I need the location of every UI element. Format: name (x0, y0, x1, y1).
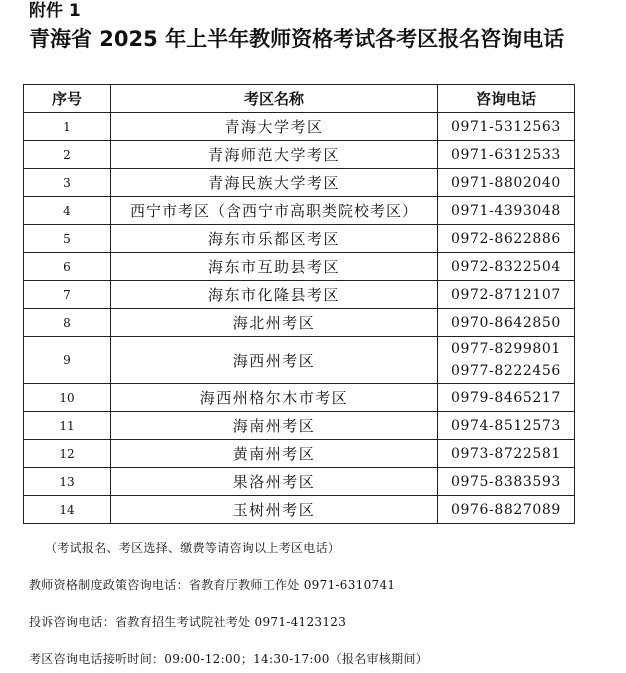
phone-line: 0971-8802040 (451, 174, 561, 191)
phone-number (438, 281, 575, 309)
table-row (24, 440, 575, 468)
row-number: 3 (24, 169, 111, 197)
phone-number (438, 197, 575, 225)
exam-area-name: 青海民族大学考区 (111, 169, 438, 197)
phone-number (438, 440, 575, 468)
row-number: 10 (24, 384, 111, 412)
exam-area-name: 黄南州考区 (111, 440, 438, 468)
phone-number (438, 309, 575, 337)
exam-area-name: 海西州考区 (111, 337, 438, 384)
note-policy-phone: 教师资格制度政策咨询电话：省教育厅教师工作处 0971-6310741 (29, 578, 396, 592)
phone-number (438, 141, 575, 169)
phone-number (438, 337, 575, 384)
exam-area-name: 海东市互助县考区 (111, 253, 438, 281)
table-row (24, 309, 575, 337)
contact-table (23, 84, 575, 524)
exam-area-name: 果洛州考区 (111, 468, 438, 496)
table-row (24, 281, 575, 309)
table-row (24, 141, 575, 169)
exam-area-name: 玉树州考区 (111, 496, 438, 524)
phone-number (438, 253, 575, 281)
phone-number (438, 225, 575, 253)
row-number: 1 (24, 113, 111, 141)
phone-number (438, 412, 575, 440)
table-row (24, 225, 575, 253)
table-row (24, 113, 575, 141)
exam-area-name: 海西州格尔木市考区 (111, 384, 438, 412)
exam-area-name: 海北州考区 (111, 309, 438, 337)
table-row (24, 384, 575, 412)
phone-line: 0973-8722581 (451, 445, 561, 462)
header-phone: 咨询电话 (438, 85, 575, 113)
header-number: 序号 (24, 85, 111, 113)
exam-area-name: 海南州考区 (111, 412, 438, 440)
phone-line: 0976-8827089 (451, 501, 561, 518)
exam-area-name: 西宁市考区（含西宁市高职类院校考区） (111, 197, 438, 225)
row-number: 5 (24, 225, 111, 253)
exam-area-name: 青海大学考区 (111, 113, 438, 141)
table-header-row (24, 85, 575, 113)
phone-line: 0974-8512573 (451, 417, 561, 434)
phone-line: 0979-8465217 (451, 389, 561, 406)
row-number: 7 (24, 281, 111, 309)
table-row (24, 197, 575, 225)
row-number: 12 (24, 440, 111, 468)
row-number: 11 (24, 412, 111, 440)
row-number: 14 (24, 496, 111, 524)
table-row (24, 253, 575, 281)
phone-line: 0971-5312563 (451, 118, 561, 135)
phone-line: 0972-8622886 (451, 230, 561, 247)
note-service-hours: 考区咨询电话接听时间：09:00-12:00；14:30-17:00（报名审核期间） (29, 652, 429, 666)
phone-line: 0975-8383593 (451, 473, 561, 490)
table-row (24, 468, 575, 496)
phone-number (438, 384, 575, 412)
row-number: 8 (24, 309, 111, 337)
phone-line: 0970-8642850 (451, 314, 561, 331)
note-complaint-phone: 投诉咨询电话：省教育招生考试院社考处 0971-4123123 (29, 615, 347, 629)
phone-number (438, 113, 575, 141)
phone-line: 0971-4393048 (451, 202, 561, 219)
phone-line: 0977-8299801 (451, 341, 561, 357)
row-number: 4 (24, 197, 111, 225)
row-number: 13 (24, 468, 111, 496)
phone-number (438, 169, 575, 197)
row-number: 2 (24, 141, 111, 169)
phone-line: 0972-8322504 (451, 258, 561, 275)
exam-area-name: 海东市乐都区考区 (111, 225, 438, 253)
attachment-label: 附件 1 (29, 1, 81, 21)
exam-area-name: 海东市化隆县考区 (111, 281, 438, 309)
document-title: 青海省 2025 年上半年教师资格考试各考区报名咨询电话 (29, 27, 565, 51)
exam-area-name: 青海师范大学考区 (111, 141, 438, 169)
phone-line: 0971-6312533 (451, 146, 561, 163)
phone-number (438, 496, 575, 524)
phone-line: 0977-8222456 (451, 363, 561, 379)
table-row (24, 337, 575, 384)
table-row (24, 169, 575, 197)
note-registration: （考试报名、考区选择、缴费等请咨询以上考区电话） (45, 541, 341, 555)
table-row (24, 412, 575, 440)
row-number: 6 (24, 253, 111, 281)
phone-number (438, 468, 575, 496)
row-number: 9 (24, 337, 111, 384)
table-row (24, 496, 575, 524)
header-exam-area: 考区名称 (111, 85, 438, 113)
phone-line: 0972-8712107 (451, 286, 561, 303)
